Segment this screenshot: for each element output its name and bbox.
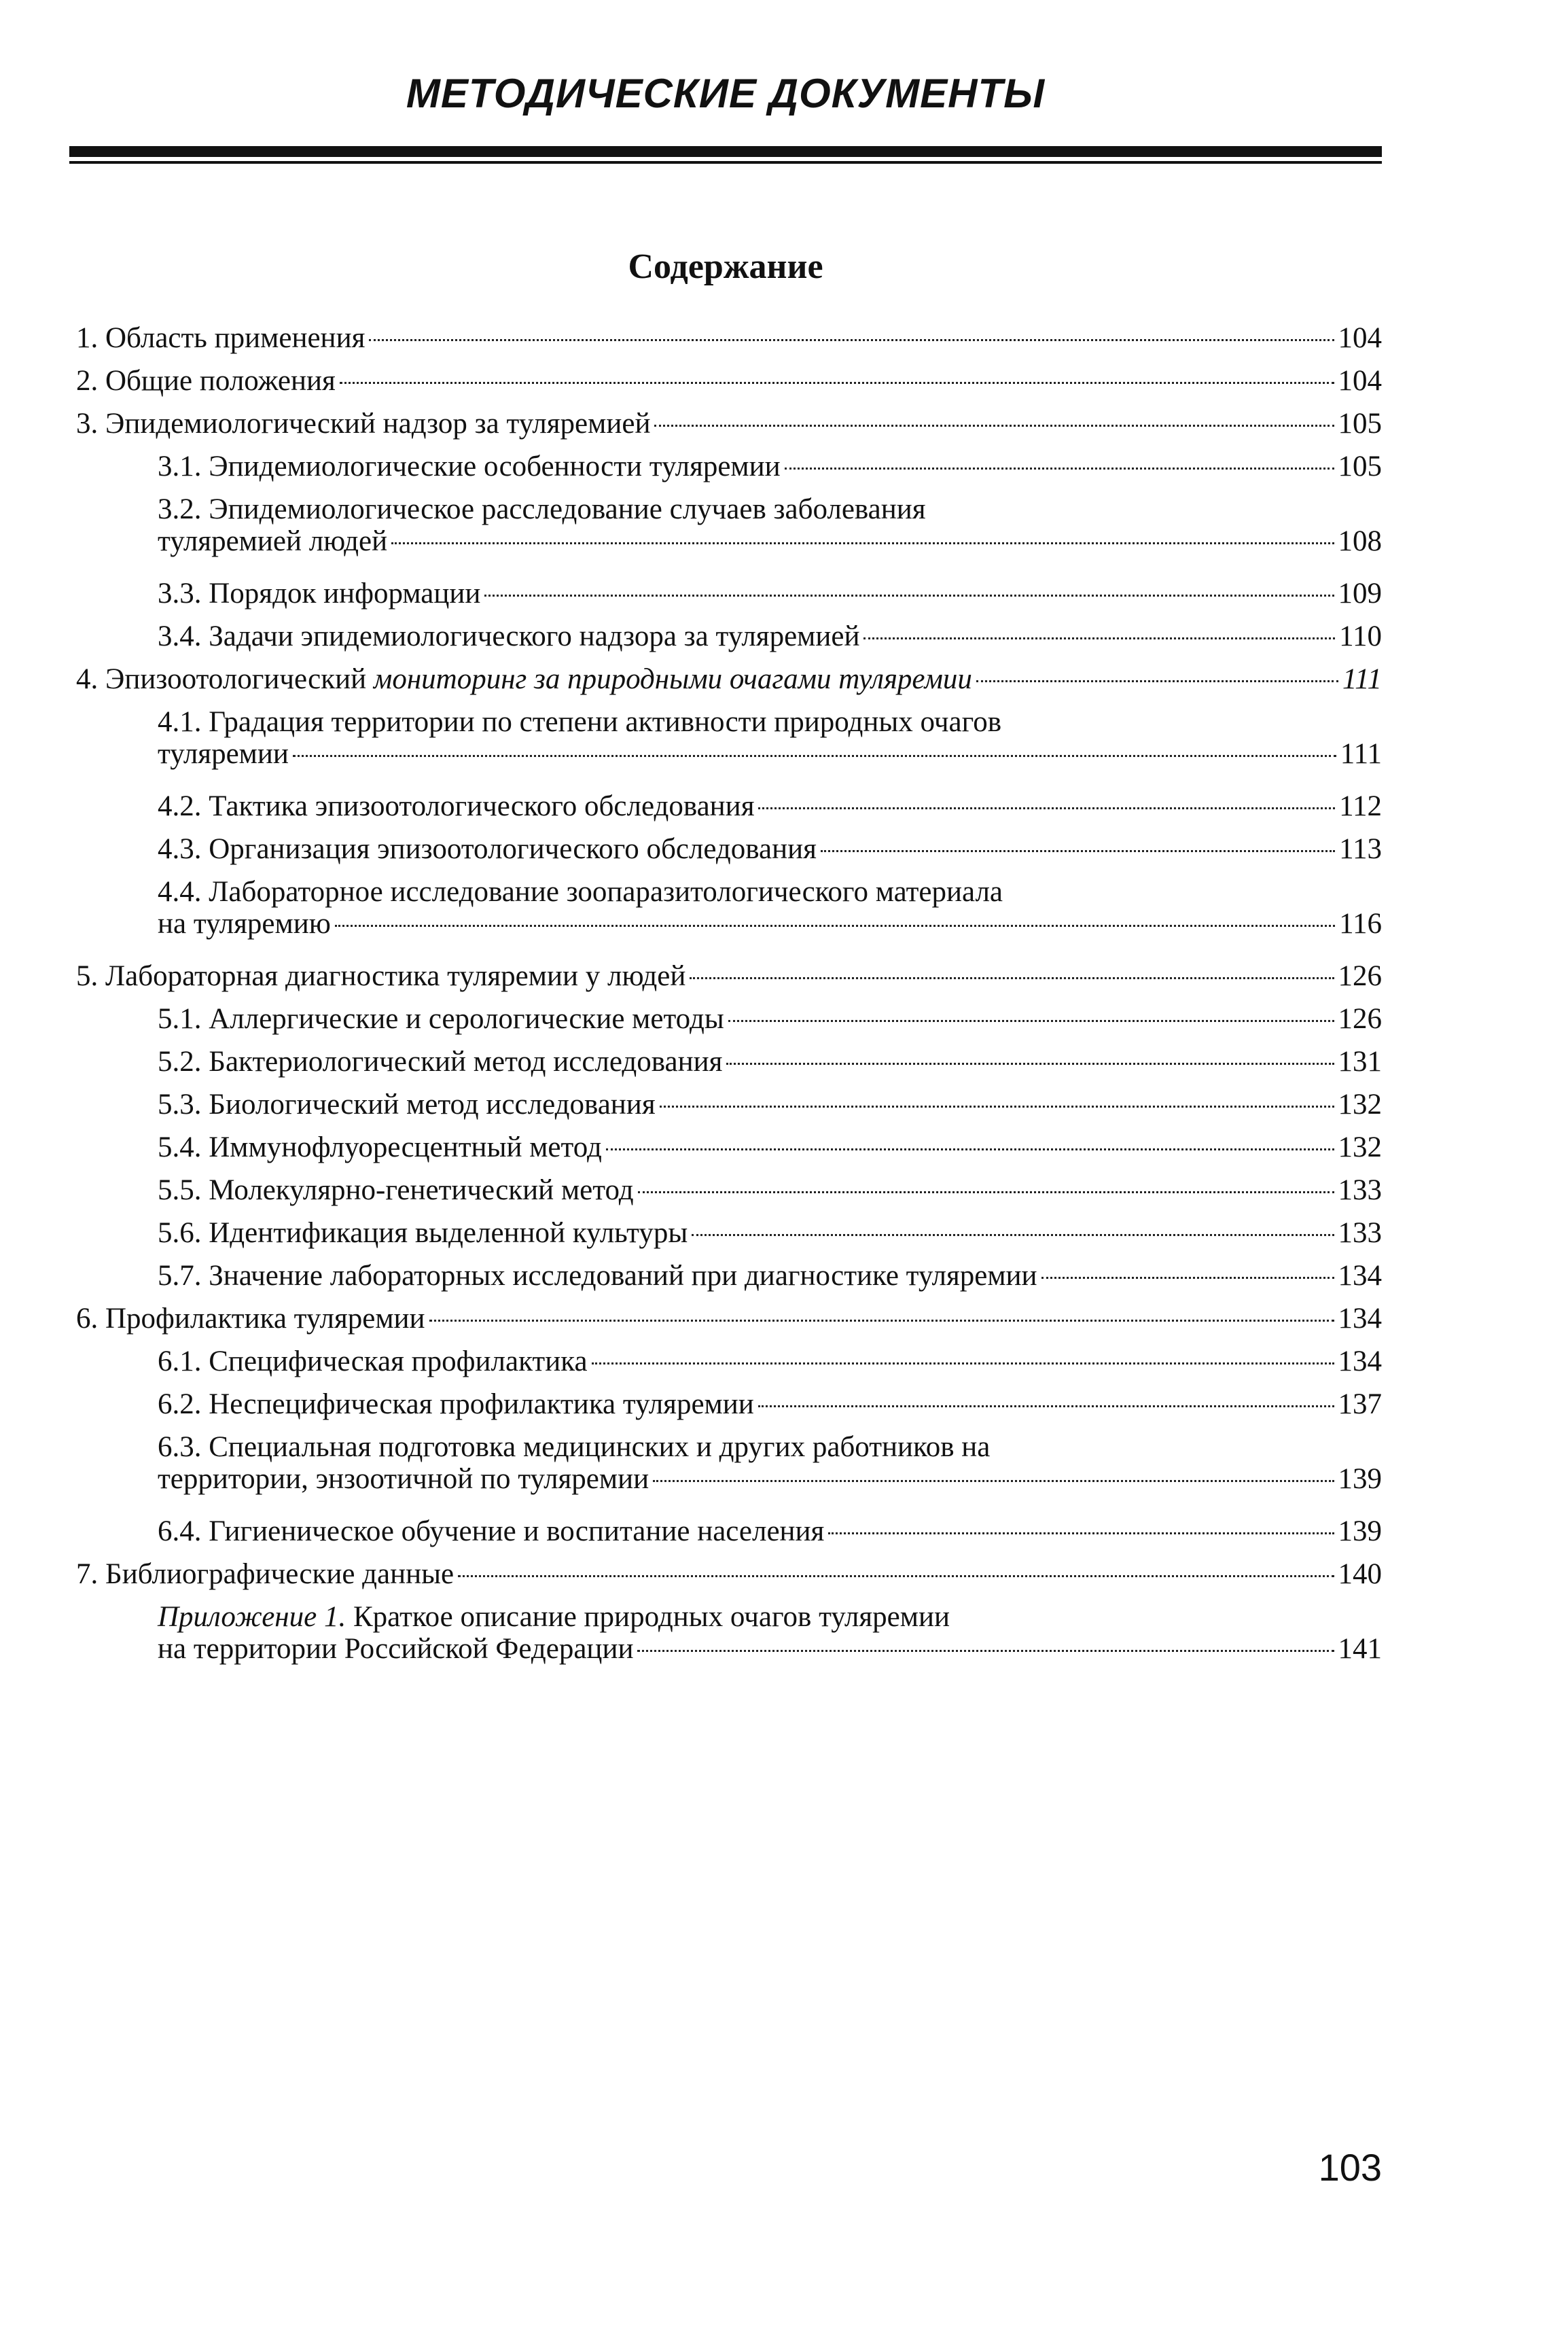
toc-entry-page: 137	[1338, 1388, 1382, 1420]
dot-leader	[821, 850, 1335, 852]
toc-entry-title: 6.4. Гигиеническое обучение и воспитание населения	[158, 1515, 825, 1547]
toc-subentry	[158, 876, 1382, 960]
toc-entry-title-line-2: территории, энзоотичной по туляремии	[158, 1463, 649, 1496]
toc-entry-page: 131	[1338, 1046, 1382, 1078]
toc-entry-title: 3.3. Порядок информации	[158, 578, 481, 610]
toc-subentry	[158, 1345, 1382, 1388]
toc-subentry	[158, 790, 1382, 833]
dot-leader	[785, 468, 1334, 470]
toc-entry-title: 4.3. Организация эпизоотологического обследования	[158, 833, 817, 865]
running-head: МЕТОДИЧЕСКИЕ ДОКУМЕНТЫ	[406, 71, 1046, 116]
toc-entry-page: 111	[1340, 738, 1382, 771]
dot-leader	[690, 977, 1334, 979]
dot-leader	[484, 595, 1334, 597]
toc-entry-title-line-1: 4.4. Лабораторное исследование зоопаразитологического материала	[158, 876, 1003, 908]
toc-subentry	[158, 1260, 1382, 1303]
toc-entry	[76, 322, 1382, 365]
toc-entry-title: 5.4. Иммунофлуоресцентный метод	[158, 1131, 602, 1163]
header-rule-thick	[69, 146, 1382, 157]
dot-leader	[758, 807, 1335, 809]
dot-leader	[726, 1063, 1334, 1065]
toc-entry-title: 5.7. Значение лабораторных исследований при диагностике туляремии	[158, 1260, 1037, 1292]
toc-entry	[76, 663, 1382, 706]
toc-entry-title: 1. Область применения	[76, 322, 366, 354]
header-rule-thin	[69, 161, 1382, 164]
toc-entry-page: 105	[1338, 408, 1382, 440]
toc-subentry	[158, 1131, 1382, 1174]
dot-leader	[653, 1480, 1334, 1482]
toc-entry-page: 132	[1338, 1089, 1382, 1121]
dot-leader	[828, 1532, 1334, 1534]
dot-leader	[1041, 1277, 1334, 1279]
toc-subentry	[158, 451, 1382, 493]
toc-entry-title: 3.1. Эпидемиологические особенности туляремии	[158, 451, 781, 482]
toc-entry-page: 112	[1339, 790, 1382, 822]
dot-leader	[660, 1106, 1334, 1108]
toc-entry	[76, 960, 1382, 1003]
toc-entry-title: 4.2. Тактика эпизоотологического обследования	[158, 790, 755, 822]
toc-subentry	[158, 1046, 1382, 1089]
toc-subentry	[158, 1388, 1382, 1431]
toc-entry-title: 7. Библиографические данные	[76, 1558, 455, 1590]
dot-leader	[728, 1020, 1334, 1022]
toc-entry	[76, 1303, 1382, 1345]
dot-leader	[692, 1234, 1334, 1236]
toc-entry-title-line-1: 3.2. Эпидемиологическое расследование случаев заболевания	[158, 493, 926, 525]
toc-entry-page: 139	[1338, 1463, 1382, 1496]
toc-entry-title: 5.3. Биологический метод исследования	[158, 1089, 656, 1121]
dot-leader	[863, 637, 1335, 639]
toc-entry-page: 126	[1338, 1003, 1382, 1035]
dot-leader	[429, 1320, 1334, 1322]
toc-entry-title-italic: мониторинг за природными очагами туляремии	[373, 663, 972, 695]
toc-entry-page: 139	[1338, 1515, 1382, 1547]
toc-subentry	[158, 833, 1382, 876]
dot-leader	[391, 542, 1334, 544]
toc-entry-page: 105	[1338, 451, 1382, 482]
dot-leader	[654, 425, 1334, 427]
toc-subentry	[158, 706, 1382, 790]
toc-entry-title-line-1: 4.1. Градация территории по степени активности природных очагов	[158, 706, 1002, 738]
toc-entry-title-line-2: на туляремию	[158, 908, 331, 940]
toc-subentry	[158, 578, 1382, 620]
dot-leader	[335, 925, 1335, 927]
dot-leader	[592, 1362, 1334, 1364]
toc-entry-title: 5.6. Идентификация выделенной культуры	[158, 1217, 688, 1249]
toc-subentry	[158, 1174, 1382, 1217]
toc-title: Содержание	[628, 247, 823, 286]
toc-entry-title-line-1	[158, 1601, 1382, 1633]
toc-entry	[76, 365, 1382, 408]
appendix-label: Приложение 1.	[158, 1601, 346, 1633]
toc-entry	[76, 1558, 1382, 1601]
toc-entry-page: 140	[1338, 1558, 1382, 1590]
toc-entry-title-line-1: 6.3. Специальная подготовка медицинских и других работников на	[158, 1431, 991, 1463]
toc-entry-title: 2. Общие положения	[76, 365, 336, 397]
toc-entry-title: 3.4. Задачи эпидемиологического надзора за туляремией	[158, 620, 860, 652]
toc-entry-page: 133	[1338, 1174, 1382, 1206]
toc-entry-page: 108	[1338, 525, 1382, 558]
toc-entry-title: 3. Эпидемиологический надзор за туляремией	[76, 408, 651, 440]
toc-entry-page: 109	[1338, 578, 1382, 610]
toc-entry-page: 116	[1339, 908, 1382, 940]
toc-entry-title-line-2: туляремии	[158, 738, 289, 771]
toc-subentry	[158, 620, 1382, 663]
dot-leader	[638, 1191, 1334, 1193]
toc-entry-title: 6. Профилактика туляремии	[76, 1303, 425, 1335]
toc-entry-page: 132	[1338, 1131, 1382, 1163]
toc-entry-page: 113	[1339, 833, 1382, 865]
toc-entry-title: 5.2. Бактериологический метод исследования	[158, 1046, 723, 1078]
page-number: 103	[1318, 2146, 1382, 2189]
toc-entry-page: 110	[1339, 620, 1382, 652]
table-of-contents	[76, 322, 1382, 1685]
toc-subentry	[158, 1003, 1382, 1046]
toc-subentry	[158, 1089, 1382, 1131]
toc-entry-page: 134	[1338, 1303, 1382, 1335]
toc-entry-page: 141	[1338, 1633, 1382, 1666]
toc-entry-page: 134	[1338, 1260, 1382, 1292]
dot-leader	[369, 339, 1334, 341]
toc-subentry	[158, 1431, 1382, 1515]
toc-entry-title-prefix: 4. Эпизоотологический	[76, 663, 374, 695]
toc-subentry	[158, 1217, 1382, 1260]
toc-entry-title: 6.2. Неспецифическая профилактика туляремии	[158, 1388, 754, 1420]
toc-entry	[76, 408, 1382, 451]
toc-entry-title-line-2: туляремией людей	[158, 525, 388, 558]
toc-entry-title	[76, 663, 972, 695]
dot-leader	[637, 1650, 1334, 1652]
toc-entry-title: 5.5. Молекулярно-генетический метод	[158, 1174, 634, 1206]
toc-entry-page: 104	[1338, 365, 1382, 397]
toc-entry-page: 134	[1338, 1345, 1382, 1377]
dot-leader	[606, 1148, 1334, 1150]
dot-leader	[976, 680, 1338, 682]
toc-entry-page: 133	[1338, 1217, 1382, 1249]
dot-leader	[458, 1575, 1334, 1577]
toc-subentry	[158, 1515, 1382, 1558]
dot-leader	[340, 382, 1334, 384]
toc-subentry	[158, 1601, 1382, 1685]
toc-entry-title: 5. Лабораторная диагностика туляремии у людей	[76, 960, 686, 992]
appendix-title: Краткое описание природных очагов туляремии	[346, 1601, 950, 1633]
toc-entry-title: 5.1. Аллергические и серологические методы	[158, 1003, 724, 1035]
toc-subentry	[158, 493, 1382, 578]
toc-entry-page: 126	[1338, 960, 1382, 992]
dot-leader	[293, 755, 1336, 757]
toc-entry-title: 6.1. Специфическая профилактика	[158, 1345, 588, 1377]
dot-leader	[758, 1405, 1334, 1407]
toc-entry-page: 111	[1342, 663, 1382, 695]
toc-entry-title-line-2: на территории Российской Федерации	[158, 1633, 634, 1666]
toc-entry-page: 104	[1338, 322, 1382, 354]
